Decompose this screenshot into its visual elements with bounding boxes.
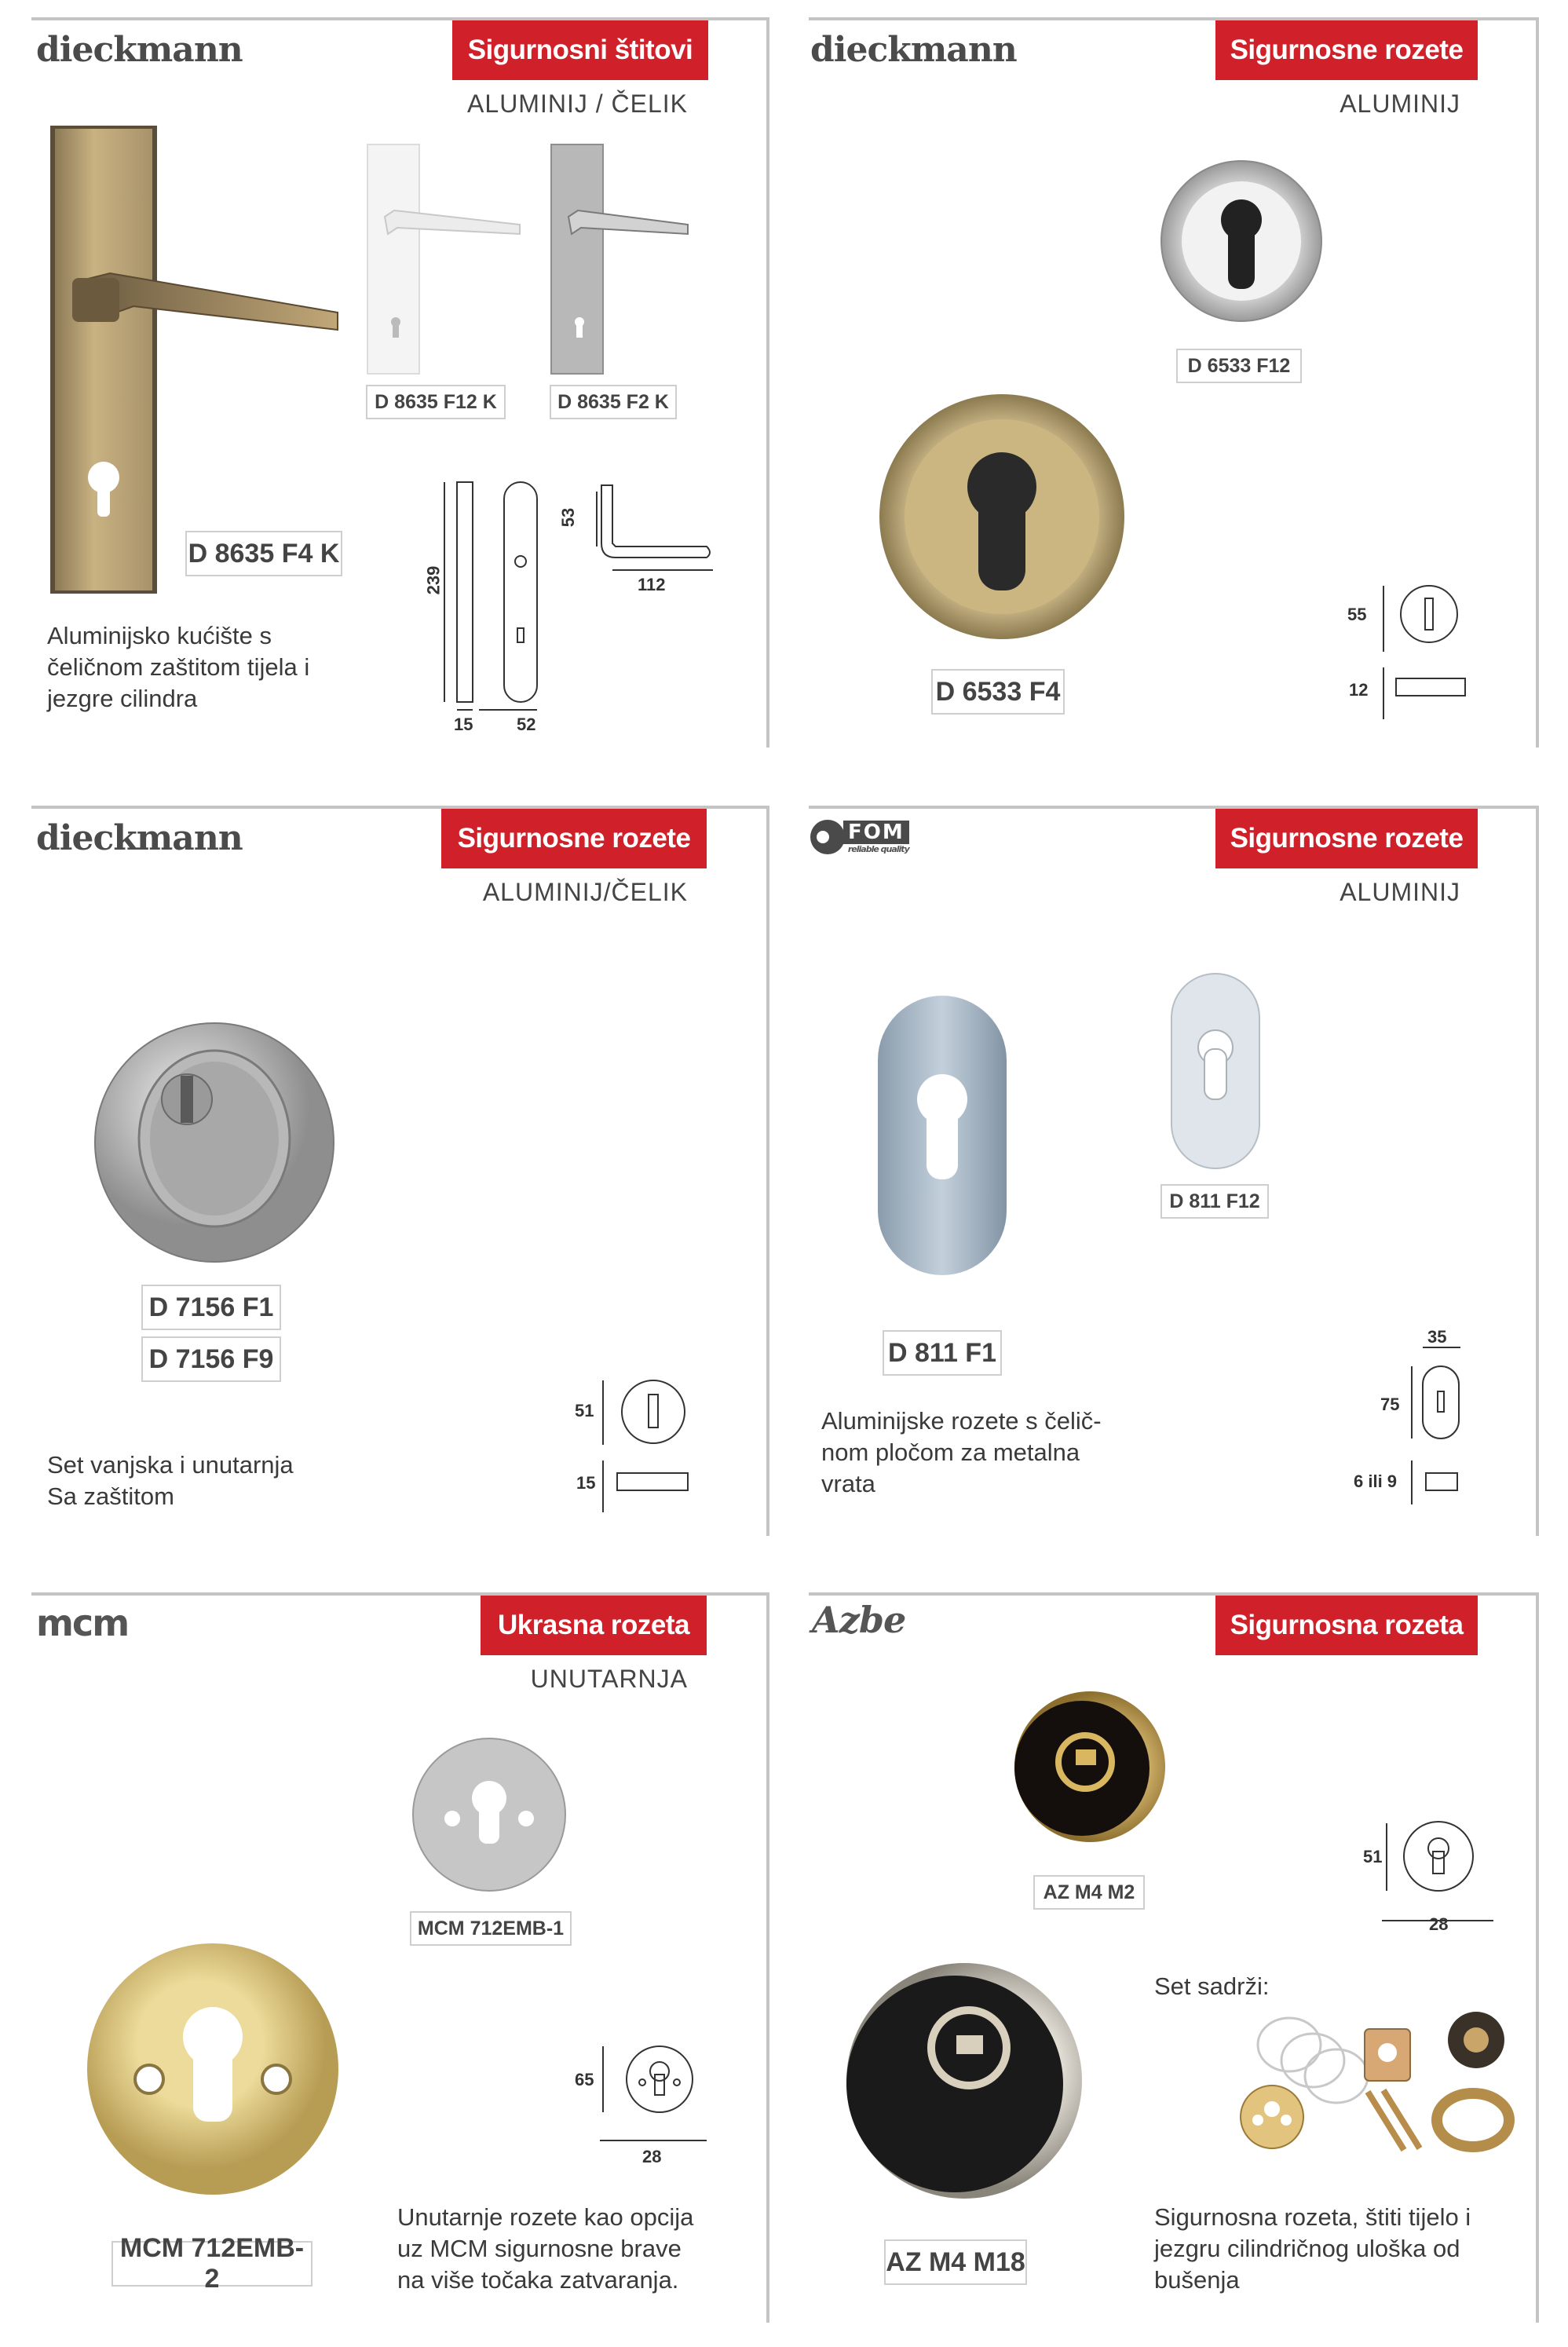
- category-tab: Sigurnosne rozete: [1215, 20, 1478, 80]
- dimension-label: 15: [454, 715, 473, 734]
- category-tab: Sigurnosne rozete: [1215, 809, 1478, 868]
- technical-drawing: [581, 1366, 738, 1523]
- material-label: ALUMINIJ/ČELIK: [482, 878, 688, 906]
- product-code: D 7156 F9: [141, 1336, 281, 1382]
- kit-contents-label: Set sadrži:: [1154, 1972, 1270, 2000]
- technical-drawing: [1335, 573, 1492, 730]
- product-code: D 811 F12: [1160, 1184, 1269, 1219]
- panel-frame-right: [1536, 1592, 1539, 2323]
- product-image-rosette-silver: [1159, 159, 1324, 324]
- material-label: ALUMINIJ / ČELIK: [467, 90, 688, 118]
- dimension-label: 239: [423, 565, 444, 595]
- product-image-oval-rosette-large: [876, 994, 1008, 1277]
- product-description: Set vanjska i unutarnja Sa zaštitom: [47, 1451, 294, 1510]
- product-code: MCM 712EMB-1: [410, 1911, 572, 1946]
- panel-frame-right: [766, 17, 769, 748]
- dimension-label: 28: [642, 2147, 662, 2166]
- material-label: UNUTARNJA: [530, 1665, 688, 1693]
- dimension-label: 55: [1347, 605, 1367, 624]
- panel-frame-right: [766, 1592, 769, 2323]
- product-code: D 7156 F1: [141, 1285, 281, 1330]
- dimension-label: 12: [1349, 680, 1369, 700]
- product-code: D 811 F1: [883, 1330, 1002, 1376]
- brand-logo: dieckmann: [36, 818, 243, 858]
- category-tab: Ukrasna rozeta: [481, 1596, 707, 1655]
- key-icon: [810, 813, 846, 861]
- product-image-rosette-cover: [93, 1021, 336, 1264]
- product-code: MCM 712EMB-2: [111, 2241, 313, 2287]
- brand-logo: Azbe: [812, 1599, 906, 1641]
- dimension-label: 53: [558, 507, 579, 528]
- product-description: Aluminijske rozete s čelič- nom pločom za metalna vrata: [821, 1407, 1102, 1497]
- dimension-label: 65: [575, 2070, 594, 2089]
- product-image-kit-parts: [1226, 2005, 1517, 2162]
- product-description: Sigurnosna rozeta, štiti tijelo i jezgru cilindričnog uloška od bušenja: [1154, 2203, 1471, 2294]
- product-code: D 8635 F4 K: [185, 531, 342, 576]
- product-image-rosette-gold: [85, 1941, 341, 2197]
- product-code: D 8635 F12 K: [366, 385, 506, 419]
- product-image-armored-rosette-large: [834, 1960, 1084, 2202]
- product-image-plate-silver: [550, 143, 691, 375]
- panel-frame-right: [1536, 17, 1539, 748]
- dimension-label: 35: [1427, 1327, 1447, 1347]
- dimension-label: 28: [1429, 1914, 1449, 1934]
- product-code: D 6533 F4: [931, 669, 1065, 715]
- category-tab: Sigurnosna rozeta: [1215, 1596, 1478, 1655]
- product-description: Unutarnje rozete kao opcija uz MCM sigurnosne brave na više točaka zatvaranja.: [397, 2203, 694, 2294]
- product-description: Aluminijsko kućište s čeličnom zaštitom tijela i jezgre cilindra: [47, 622, 310, 712]
- dimension-label: 75: [1380, 1395, 1400, 1414]
- dimension-label: 15: [576, 1473, 596, 1493]
- product-image-rosette-silver: [411, 1737, 567, 1892]
- panel-frame-right: [766, 806, 769, 1536]
- dimension-label: 112: [638, 575, 666, 594]
- product-code: D 8635 F2 K: [550, 385, 677, 419]
- product-image-plate-white: [366, 143, 531, 375]
- material-label: ALUMINIJ: [1340, 90, 1460, 118]
- brand-logo: dieckmann: [36, 30, 243, 70]
- brand-logo: FOM reliable quality: [810, 813, 909, 861]
- brand-logo: dieckmann: [810, 30, 1017, 70]
- product-image-rosette-gold: [878, 393, 1126, 641]
- product-image-plate-gold: [47, 124, 345, 595]
- brand-logo: mcm: [36, 1602, 129, 1644]
- dimension-label: 52: [517, 715, 536, 734]
- category-tab: Sigurnosne rozete: [441, 809, 707, 868]
- panel-frame-right: [1536, 806, 1539, 1536]
- material-label: ALUMINIJ: [1340, 878, 1460, 906]
- dimension-label: 6 ili 9: [1354, 1471, 1398, 1491]
- product-image-oval-rosette-small: [1170, 972, 1261, 1170]
- product-code: AZ M4 M18: [884, 2239, 1027, 2285]
- product-image-armored-rosette-small: [1008, 1683, 1165, 1850]
- technical-drawing: [581, 2037, 746, 2162]
- product-code: AZ M4 M2: [1033, 1875, 1145, 1910]
- category-tab: Sigurnosni štitovi: [452, 20, 708, 80]
- dimension-label: 51: [1363, 1847, 1383, 1866]
- dimension-label: 51: [575, 1401, 594, 1420]
- product-code: D 6533 F12: [1176, 349, 1302, 383]
